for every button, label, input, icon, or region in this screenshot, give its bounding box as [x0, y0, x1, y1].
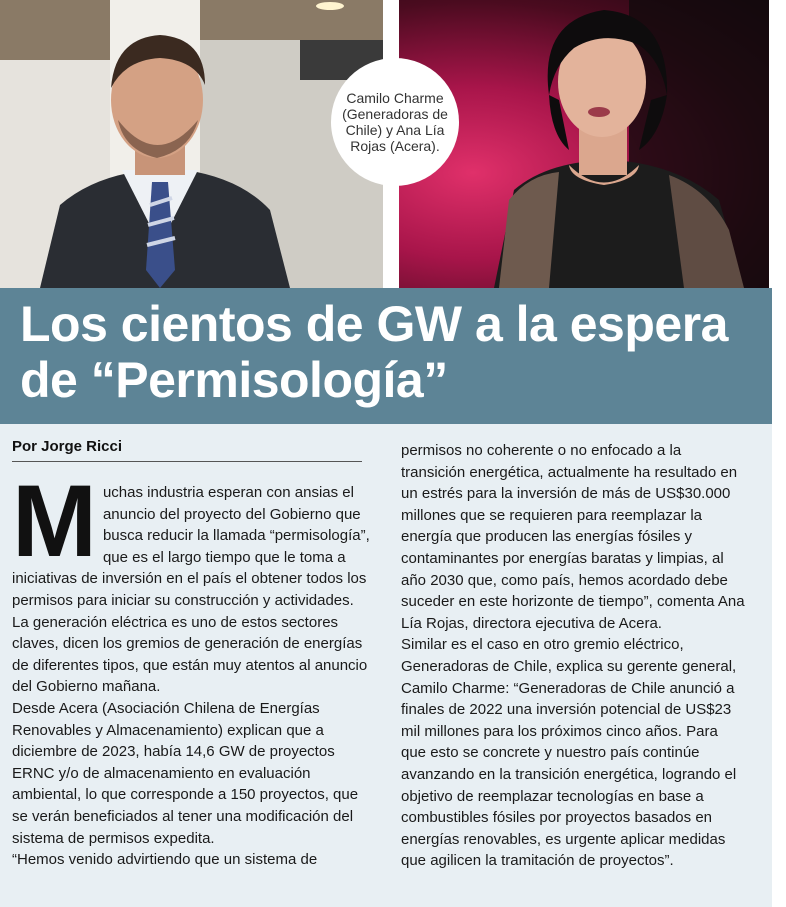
headline: Los cientos de GW a la espera de “Permisología” — [20, 296, 728, 408]
photo-caption: Camilo Charme (Generadoras de Chile) y Ana Lía Rojas (Acera). — [342, 90, 448, 154]
article-column-left — [12, 464, 370, 871]
paragraph: Similar es el caso en otro gremio eléctrico, Generadoras de Chile, explica su gerente general, Camilo Charme: “Generadoras de Chile anunció a finales de 2022 una inversión potencial de US$23 mil millones para los próximos cinco años. Para que esto se concrete y nuestro país continúe avanzando en la transición energética, logrando el objetivo de reemplazar tecnologías en base a combustibles fósiles por proyectos basados en energías renovables, es urgente aplicar medidas que agilicen la tramitación de proyectos”. — [401, 636, 737, 870]
paragraph: La generación eléctrica es uno de estos sectores claves, dicen los gremios de generación de energías de diferentes tipos, que están muy atentos al anuncio del Gobierno mañana. — [12, 613, 368, 696]
byline: Por Jorge Ricci — [12, 438, 362, 462]
paragraph: Desde Acera (Asociación Chilena de Energías Renovables y Almacenamiento) explican que a diciembre de 2023, había 14,6 GW de proyectos ERNC y/o de almacenamiento en evaluación ambiental, lo que corresponde a 150 proyectos, que se verán beneficiados al tener una modificación del sistema de permisos expedita. — [12, 699, 359, 847]
paragraph-text: uchas industria esperan con ansias el anuncio del proyecto del Gobierno que busca reducir la llamada “permisología”, que es el largo tiempo que le toma a iniciativas de inversión en el país el obtener todos los permisos para iniciar su construcción y actividades. — [12, 484, 370, 609]
paragraph: “Hemos venido advirtiendo que un sistema de — [12, 851, 318, 869]
dropcap: M — [12, 464, 95, 578]
photo-camilo-charme-illustration — [0, 0, 383, 288]
photo-camilo-charme — [0, 0, 383, 288]
photo-caption-badge — [331, 58, 459, 186]
paragraph: permisos no coherente o no enfocado a la transición energética, actualmente ha resultado en un estrés para la inversión de más de US$30.000 millones que se requieren para reemplazar la energía que producen las energías fósiles y contaminantes por energías baratas y limpias, al año 2030 que, como país, hemos acordado debe suceder en este horizonte de tiempo”, comenta Ana Lía Rojas, directora ejecutiva de Acera. — [401, 442, 745, 632]
article-column-right — [401, 440, 746, 872]
paragraph — [12, 464, 370, 612]
